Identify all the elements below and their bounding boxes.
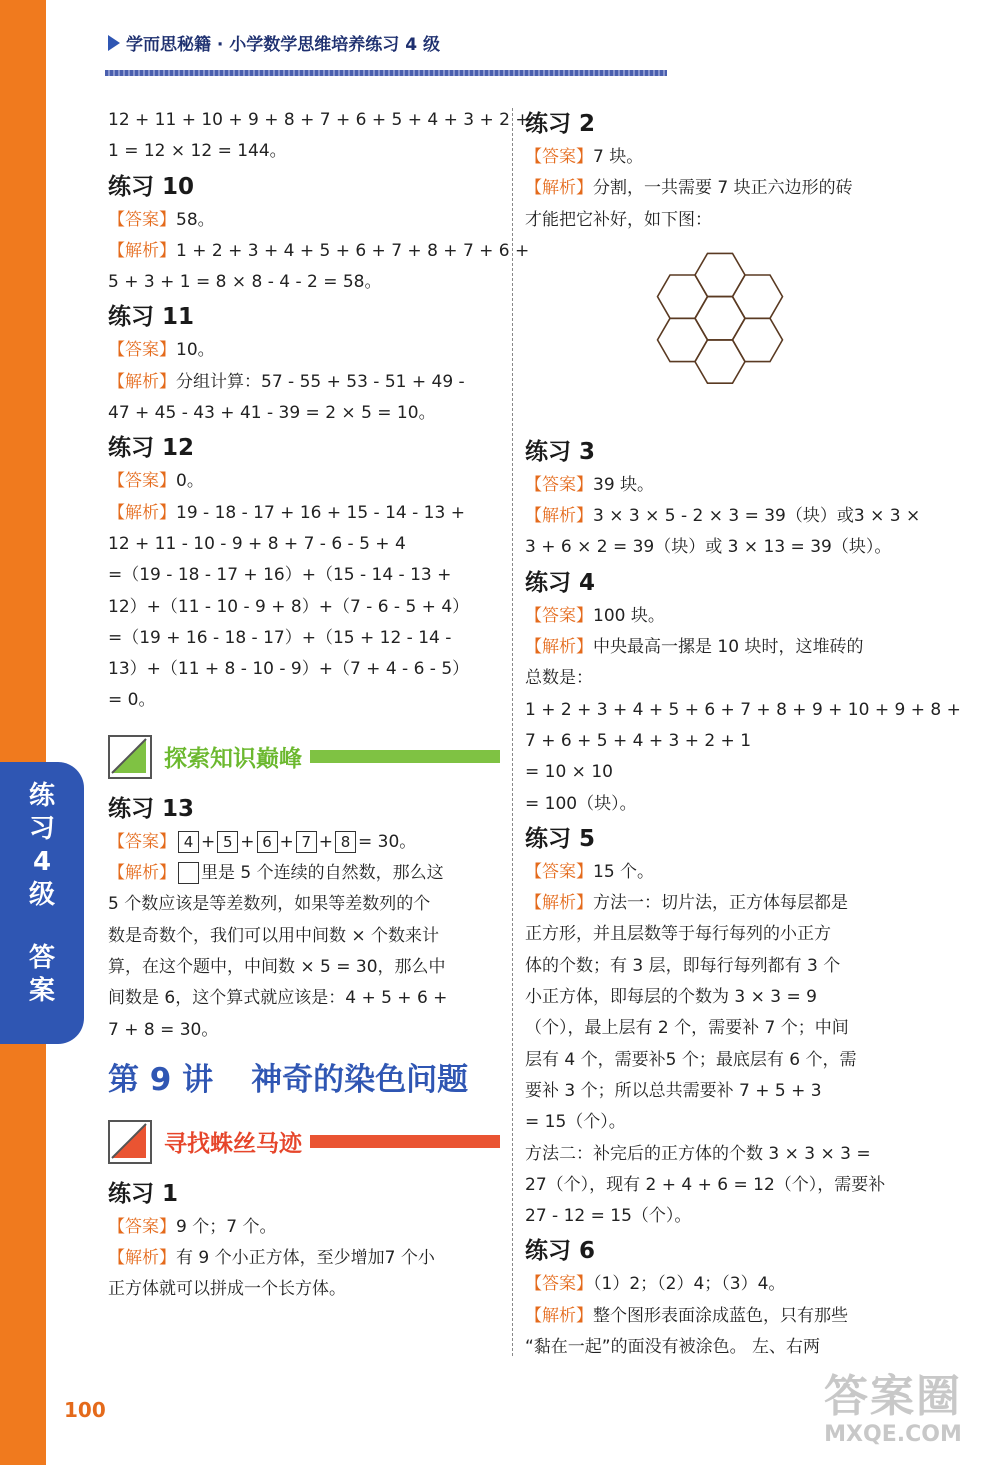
text-line: 27（个），现有 2 + 4 + 6 = 12（个），需要补: [525, 1174, 886, 1195]
lecture-number: 第 9 讲: [108, 1061, 214, 1098]
hexagon-tile: [695, 296, 745, 339]
explanation-label: 【解析】: [108, 502, 176, 523]
section-bar: [310, 750, 500, 763]
hexagon-tile: [695, 340, 745, 383]
answer-line: [525, 857, 917, 888]
number-box: 7: [296, 831, 317, 853]
answer-text: （1）2；（2）4；（3）4。: [593, 1274, 786, 1295]
text-line: 12）+（11 - 10 - 9 + 8）+（7 - 6 - 5 + 4）: [108, 596, 470, 617]
text-line: = 0。: [108, 690, 156, 711]
watermark: [793, 1372, 993, 1458]
text-line: 小正方体，即每层的个数为 3 × 3 = 9: [525, 987, 817, 1008]
number-box: 5: [217, 831, 238, 853]
text-line: 数是奇数个，我们可以用中间数 × 个数来计: [108, 925, 440, 946]
answer-label: 【答案】: [525, 861, 593, 882]
explanation-text: 中央最高一摞是 10 块时，这堆砖的: [593, 637, 864, 658]
text-line: 13）+（11 + 8 - 10 - 9）+（7 + 4 - 6 - 5）: [108, 659, 470, 680]
explanation-label: 【解析】: [108, 240, 176, 261]
answer-label: 【答案】: [108, 471, 176, 492]
plus-sign: +: [318, 831, 333, 852]
number-box: 8: [335, 831, 356, 853]
text-line: 27 - 12 = 15（个）。: [525, 1206, 692, 1227]
answer-label: 【答案】: [525, 147, 593, 167]
header-rule: [105, 70, 667, 76]
plus-sign: +: [240, 831, 255, 852]
text-line: 间数是 6，这个算式就应该是：4 + 5 + 6 +: [108, 988, 448, 1009]
side-tab-char: 答: [28, 943, 55, 973]
exercise-title: 练习 5: [525, 825, 596, 852]
explanation-label: 【解析】: [525, 506, 593, 527]
answer-label: 【答案】: [108, 1216, 176, 1237]
explanation-text: 整个图形表面涂成蓝色，只有那些: [593, 1305, 848, 1326]
exercise-title: 练习 10: [108, 173, 195, 200]
text-line: 7 + 8 = 30。: [108, 1019, 219, 1040]
answer-text: = 30。: [358, 831, 417, 852]
section-square-icon: [108, 735, 152, 779]
answer-line: [525, 470, 917, 501]
answer-line: [108, 466, 500, 497]
section-title: 探索知识巅峰: [164, 746, 302, 773]
exercise-title: 练习 3: [525, 438, 596, 465]
text-line: 层有 4 个，需要补5 个；最底层有 6 个，需: [525, 1049, 857, 1070]
right-column: [525, 105, 961, 1363]
explanation-text: 19 - 18 - 17 + 16 + 15 - 14 - 13 +: [176, 502, 465, 523]
text-line: 正方形，并且层数等于每行每列的小正方: [525, 924, 831, 945]
lecture-title: [108, 1058, 500, 1102]
text-line: 1 + 2 + 3 + 4 + 5 + 6 + 7 + 8 + 9 + 10 + 9 + 8 +: [525, 699, 961, 720]
answer-label: 【答案】: [525, 474, 593, 495]
answer-line: [108, 1212, 500, 1243]
explanation-text: 分割，一共需要 7 块正六边形的砖: [593, 178, 853, 199]
answer-text: 100 块。: [593, 605, 665, 626]
answer-text: 9 个；7 个。: [176, 1216, 277, 1237]
section-banner-clues: [108, 1116, 500, 1168]
lecture-name: 神奇的染色问题: [251, 1061, 469, 1098]
text-line: 5 + 3 + 1 = 8 × 8 - 4 - 2 = 58。: [108, 272, 382, 293]
explanation-line: [525, 632, 917, 663]
explanation-label: 【解析】: [108, 371, 176, 392]
text-line: 正方体就可以拼成一个长方体。: [108, 1279, 346, 1300]
text-line: = 15（个）。: [525, 1112, 626, 1133]
explanation-text: 分组计算：57 - 55 + 53 - 51 + 49 -: [176, 371, 465, 392]
text-line: 1 = 12 × 12 = 144。: [108, 141, 287, 162]
explanation-label: 【解析】: [108, 863, 176, 884]
explanation-line: [525, 1301, 917, 1332]
section-title: 寻找蛛丝马迹: [164, 1131, 302, 1158]
hexagon-tile: [658, 275, 708, 318]
exercise-title: 练习 1: [108, 1180, 179, 1207]
explanation-line: [108, 858, 500, 889]
text-line: 47 + 45 - 43 + 41 - 39 = 2 × 5 = 10。: [108, 403, 436, 424]
text-line: =（19 + 16 - 18 - 17）+（15 + 12 - 14 -: [108, 627, 452, 648]
side-tab-char: 习: [28, 814, 55, 844]
explanation-line: [108, 236, 530, 267]
explanation-text: 方法一：切片法，正方体每层都是: [593, 893, 848, 914]
answer-label: 【答案】: [108, 209, 176, 230]
text-line: 才能把它补好，如下图：: [525, 209, 712, 230]
text-line: 要补 3 个；所以总共需要补 7 + 5 + 3: [525, 1080, 822, 1101]
hexagon-tile: [733, 318, 783, 361]
triangle-icon: [108, 35, 120, 51]
watermark-logo-text: 答案圈: [824, 1371, 962, 1422]
answer-label: 【答案】: [525, 1274, 593, 1295]
answer-label: 【答案】: [108, 340, 176, 361]
explanation-line: [525, 888, 917, 919]
explanation-line: [108, 498, 500, 529]
text-line: （个），最上层有 2 个，需要补 7 个；中间: [525, 1018, 849, 1039]
number-box: 4: [178, 831, 199, 853]
page-header: [108, 30, 440, 55]
explanation-line: [525, 501, 921, 532]
explanation-label: 【解析】: [525, 1305, 593, 1326]
column-divider: [512, 108, 513, 1356]
explanation-text: 里是 5 个连续的自然数，那么这: [201, 863, 444, 884]
explanation-label: 【解析】: [525, 178, 593, 199]
answer-line: [525, 601, 917, 632]
answer-text: 39 块。: [593, 474, 655, 495]
side-tab-char: 4: [32, 847, 52, 877]
orange-margin-bar: [0, 0, 46, 1465]
plus-sign: +: [201, 831, 216, 852]
text-line: 总数是：: [525, 668, 593, 689]
answer-label: 【答案】: [525, 605, 593, 626]
plus-sign: +: [279, 831, 294, 852]
explanation-label: 【解析】: [525, 637, 593, 658]
explanation-text: 1 + 2 + 3 + 4 + 5 + 6 + 7 + 8 + 7 + 6 +: [176, 240, 530, 261]
explanation-label: 【解析】: [108, 1248, 176, 1269]
text-line: = 100（块）。: [525, 793, 637, 814]
text-line: “黏在一起”的面没有被涂色。 左、右两: [525, 1337, 821, 1358]
answer-label: 【答案】: [108, 831, 176, 852]
exercise-title: 练习 13: [108, 795, 195, 822]
text-line: 3 + 6 × 2 = 39（块）或 3 × 13 = 39（块）。: [525, 537, 892, 558]
answer-text: 15 个。: [593, 861, 655, 882]
side-tab-char: 案: [28, 976, 55, 1006]
answer-line: [108, 827, 500, 858]
answer-text: 58。: [176, 209, 215, 230]
page-number: 100: [64, 1398, 106, 1422]
side-tab-char: 级: [28, 880, 55, 910]
answer-line: [525, 1269, 917, 1300]
exercise-title: 练习 2: [525, 111, 596, 137]
answer-text: 10。: [176, 340, 215, 361]
text-line: = 10 × 10: [525, 762, 613, 783]
answer-line: [525, 142, 917, 173]
left-column: [108, 105, 530, 1306]
text-line: =（19 - 18 - 17 + 16）+（15 - 14 - 13 +: [108, 565, 452, 586]
answer-line: [108, 335, 500, 366]
answer-line: [108, 205, 500, 236]
text-line: 算，在这个题中，中间数 × 5 = 30，那么中: [108, 956, 446, 977]
text-line: 7 + 6 + 5 + 4 + 3 + 2 + 1: [525, 730, 752, 751]
side-tab-char: 练: [28, 781, 55, 811]
text-line: 方法二：补完后的正方体的个数 3 × 3 × 3 =: [525, 1143, 871, 1164]
hexagon-diagram: [641, 248, 801, 410]
text-line: 5 个数应该是等差数列，如果等差数列的个: [108, 894, 431, 915]
explanation-line: [108, 367, 500, 398]
section-square-icon: [108, 1120, 152, 1164]
text-line: 体的个数；有 3 层，即每行每列都有 3 个: [525, 955, 841, 976]
side-tab: [0, 762, 84, 1044]
exercise-title: 练习 4: [525, 569, 596, 596]
hexagon-tile: [733, 275, 783, 318]
answer-text: 0。: [176, 471, 204, 492]
hexagon-tile: [658, 318, 708, 361]
explanation-line: [108, 1243, 500, 1274]
hexagon-figure: [525, 236, 917, 433]
watermark-url: MXQE.COM: [824, 1422, 962, 1447]
explanation-line: [525, 173, 917, 204]
exercise-title: 练习 6: [525, 1238, 596, 1265]
section-bar: [310, 1135, 500, 1148]
number-box: 6: [257, 831, 278, 853]
explanation-label: 【解析】: [525, 893, 593, 914]
answer-text: 7 块。: [593, 147, 644, 167]
hexagon-tile: [695, 253, 745, 296]
empty-box-icon: [178, 862, 199, 884]
section-banner-explore: [108, 731, 500, 783]
explanation-text: 有 9 个小正方体，至少增加7 个小: [176, 1248, 435, 1269]
text-line: 12 + 11 + 10 + 9 + 8 + 7 + 6 + 5 + 4 + 3 + 2 +: [108, 110, 530, 130]
exercise-title: 练习 12: [108, 435, 195, 462]
header-title: 学而思秘籍 · 小学数学思维培养练习 4 级: [126, 35, 440, 55]
explanation-text: 3 × 3 × 5 - 2 × 3 = 39（块）或3 × 3 ×: [593, 506, 921, 527]
text-line: 12 + 11 - 10 - 9 + 8 + 7 - 6 - 5 + 4: [108, 533, 406, 554]
exercise-title: 练习 11: [108, 304, 195, 331]
